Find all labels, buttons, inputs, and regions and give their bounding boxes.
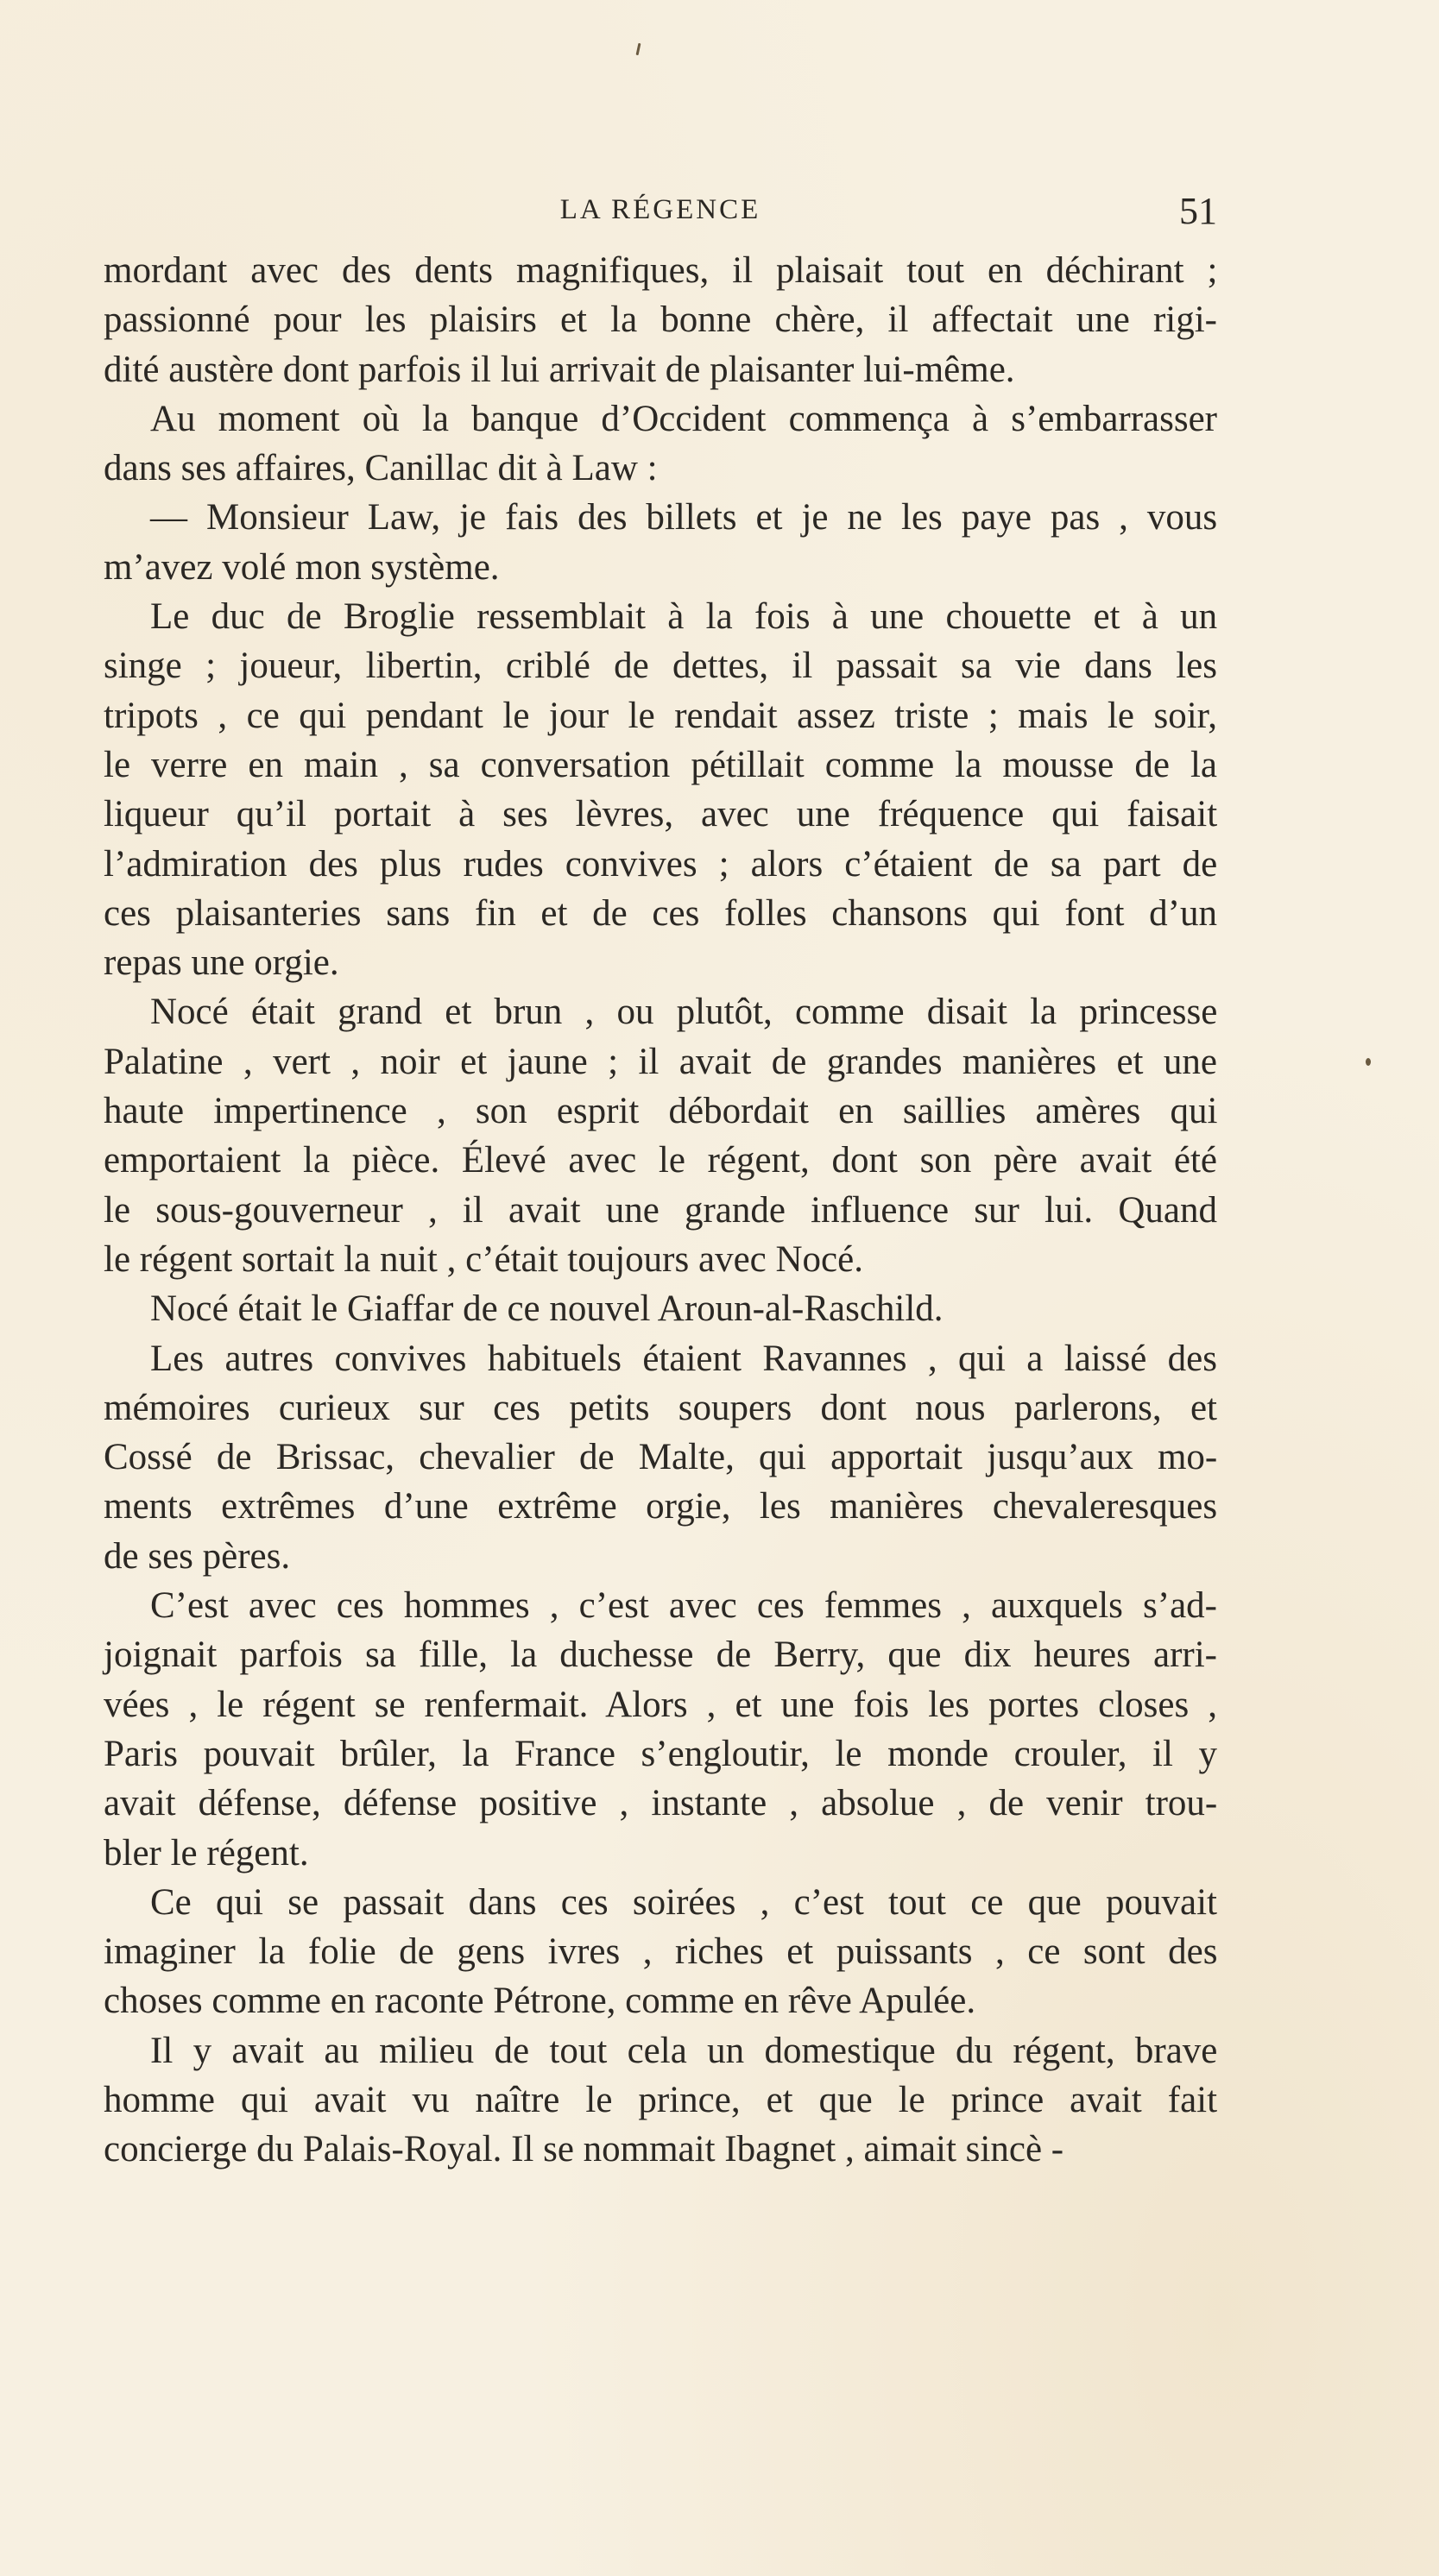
- running-title: LA RÉGENCE: [559, 194, 761, 225]
- running-head: [104, 190, 1217, 237]
- paragraph: [104, 246, 1217, 394]
- paragraph: [104, 2026, 1217, 2175]
- text-line: singe ; joueur, libertin, criblé de dettes, il passait sa vie dans les: [104, 646, 1217, 687]
- paragraph: [104, 1878, 1217, 2026]
- text-line: tripots , ce qui pendant le jour le rendait assez triste ; mais le soir,: [104, 695, 1217, 736]
- paragraph: [104, 1581, 1217, 1878]
- text-line: dité austère dont parfois il lui arrivait de plaisanter lui-même.: [104, 349, 1015, 390]
- text-line: Ce qui se passait dans ces soirées , c’est tout ce que pouvait: [150, 1881, 1217, 1923]
- text-line: Au moment où la banque d’Occident commença à s’embarrasser: [150, 398, 1217, 439]
- ink-speck: [1366, 1058, 1371, 1066]
- text-line: imaginer la folie de gens ivres , riches et puissants , ce sont des: [104, 1931, 1218, 1973]
- text-line: Nocé était grand et brun , ou plutôt, comme disait la princesse: [150, 992, 1218, 1033]
- text-line: choses comme en raconte Pétrone, comme en rêve Apulée.: [104, 1981, 976, 2022]
- text-line: ments extrêmes d’une extrême orgie, les manières chevaleresques: [104, 1486, 1218, 1527]
- text-line: vées , le régent se renfermait. Alors , et une fois les portes closes ,: [104, 1684, 1217, 1725]
- text-line: dans ses affaires, Canillac dit à Law :: [104, 448, 658, 489]
- text-line: m’avez volé mon système.: [104, 546, 500, 588]
- text-line: homme qui avait vu naître le prince, et que le prince avait fait: [104, 2079, 1218, 2120]
- paragraph: [104, 493, 1217, 592]
- text-line: liqueur qu’il portait à ses lèvres, avec une fréquence qui faisait: [104, 794, 1218, 835]
- text-line: concierge du Palais-Royal. Il se nommait Ibagnet , aimait sincè -: [104, 2129, 1064, 2170]
- page-number: 51: [1179, 190, 1217, 232]
- paragraph: [104, 1284, 1217, 1333]
- text-line: avait défense, défense positive , instante , absolue , de venir trou-: [104, 1783, 1218, 1824]
- text-line: le sous-gouverneur , il avait une grande influence sur lui. Quand: [104, 1189, 1217, 1231]
- text-line: le régent sortait la nuit , c’était toujours avec Nocé.: [104, 1238, 863, 1280]
- text-line: repas une orgie.: [104, 942, 339, 984]
- text-line: — Monsieur Law, je fais des billets et je ne les paye pas , vous: [150, 497, 1218, 539]
- text-line: Paris pouvait brûler, la France s’engloutir, le monde crouler, il y: [104, 1733, 1217, 1774]
- text-line: passionné pour les plaisirs et la bonne chère, il affectait une rigi-: [104, 299, 1217, 341]
- paragraph: [104, 592, 1217, 987]
- text-line: de ses pères.: [104, 1535, 291, 1577]
- text-line: Cossé de Brissac, chevalier de Malte, qui apportait jusqu’aux mo-: [104, 1437, 1218, 1478]
- body-text: [104, 246, 1217, 2175]
- paragraph: [104, 987, 1217, 1284]
- text-line: Les autres convives habituels étaient Ravannes , qui a laissé des: [150, 1338, 1217, 1379]
- text-line: joignait parfois sa fille, la duchesse de Berry, que dix heures arri-: [104, 1634, 1217, 1676]
- paragraph: [104, 1334, 1217, 1581]
- text-line: Le duc de Broglie ressemblait à la fois à une chouette et à un: [150, 596, 1218, 638]
- text-line: Il y avait au milieu de tout cela un domestique du régent, brave: [150, 2030, 1218, 2071]
- text-line: C’est avec ces hommes , c’est avec ces femmes , auxquels s’ad-: [150, 1585, 1217, 1627]
- text-line: ces plaisanteries sans fin et de ces folles chansons qui font d’un: [104, 892, 1217, 934]
- text-line: Palatine , vert , noir et jaune ; il avait de grandes manières et une: [104, 1041, 1217, 1082]
- text-line: mordant avec des dents magnifiques, il plaisait tout en déchirant ;: [104, 250, 1218, 291]
- text-line: Nocé était le Giaffar de ce nouvel Aroun-al-Raschild.: [150, 1288, 944, 1330]
- text-line: mémoires curieux sur ces petits soupers dont nous parlerons, et: [104, 1387, 1217, 1428]
- text-line: haute impertinence , son esprit débordait en saillies amères qui: [104, 1091, 1218, 1132]
- text-line: bler le régent.: [104, 1832, 309, 1874]
- text-line: l’admiration des plus rudes convives ; alors c’étaient de sa part de: [104, 843, 1218, 885]
- paragraph: [104, 394, 1217, 494]
- text-line: emportaient la pièce. Élevé avec le régent, dont son père avait été: [104, 1140, 1217, 1181]
- text-line: le verre en main , sa conversation pétillait comme la mousse de la: [104, 744, 1217, 785]
